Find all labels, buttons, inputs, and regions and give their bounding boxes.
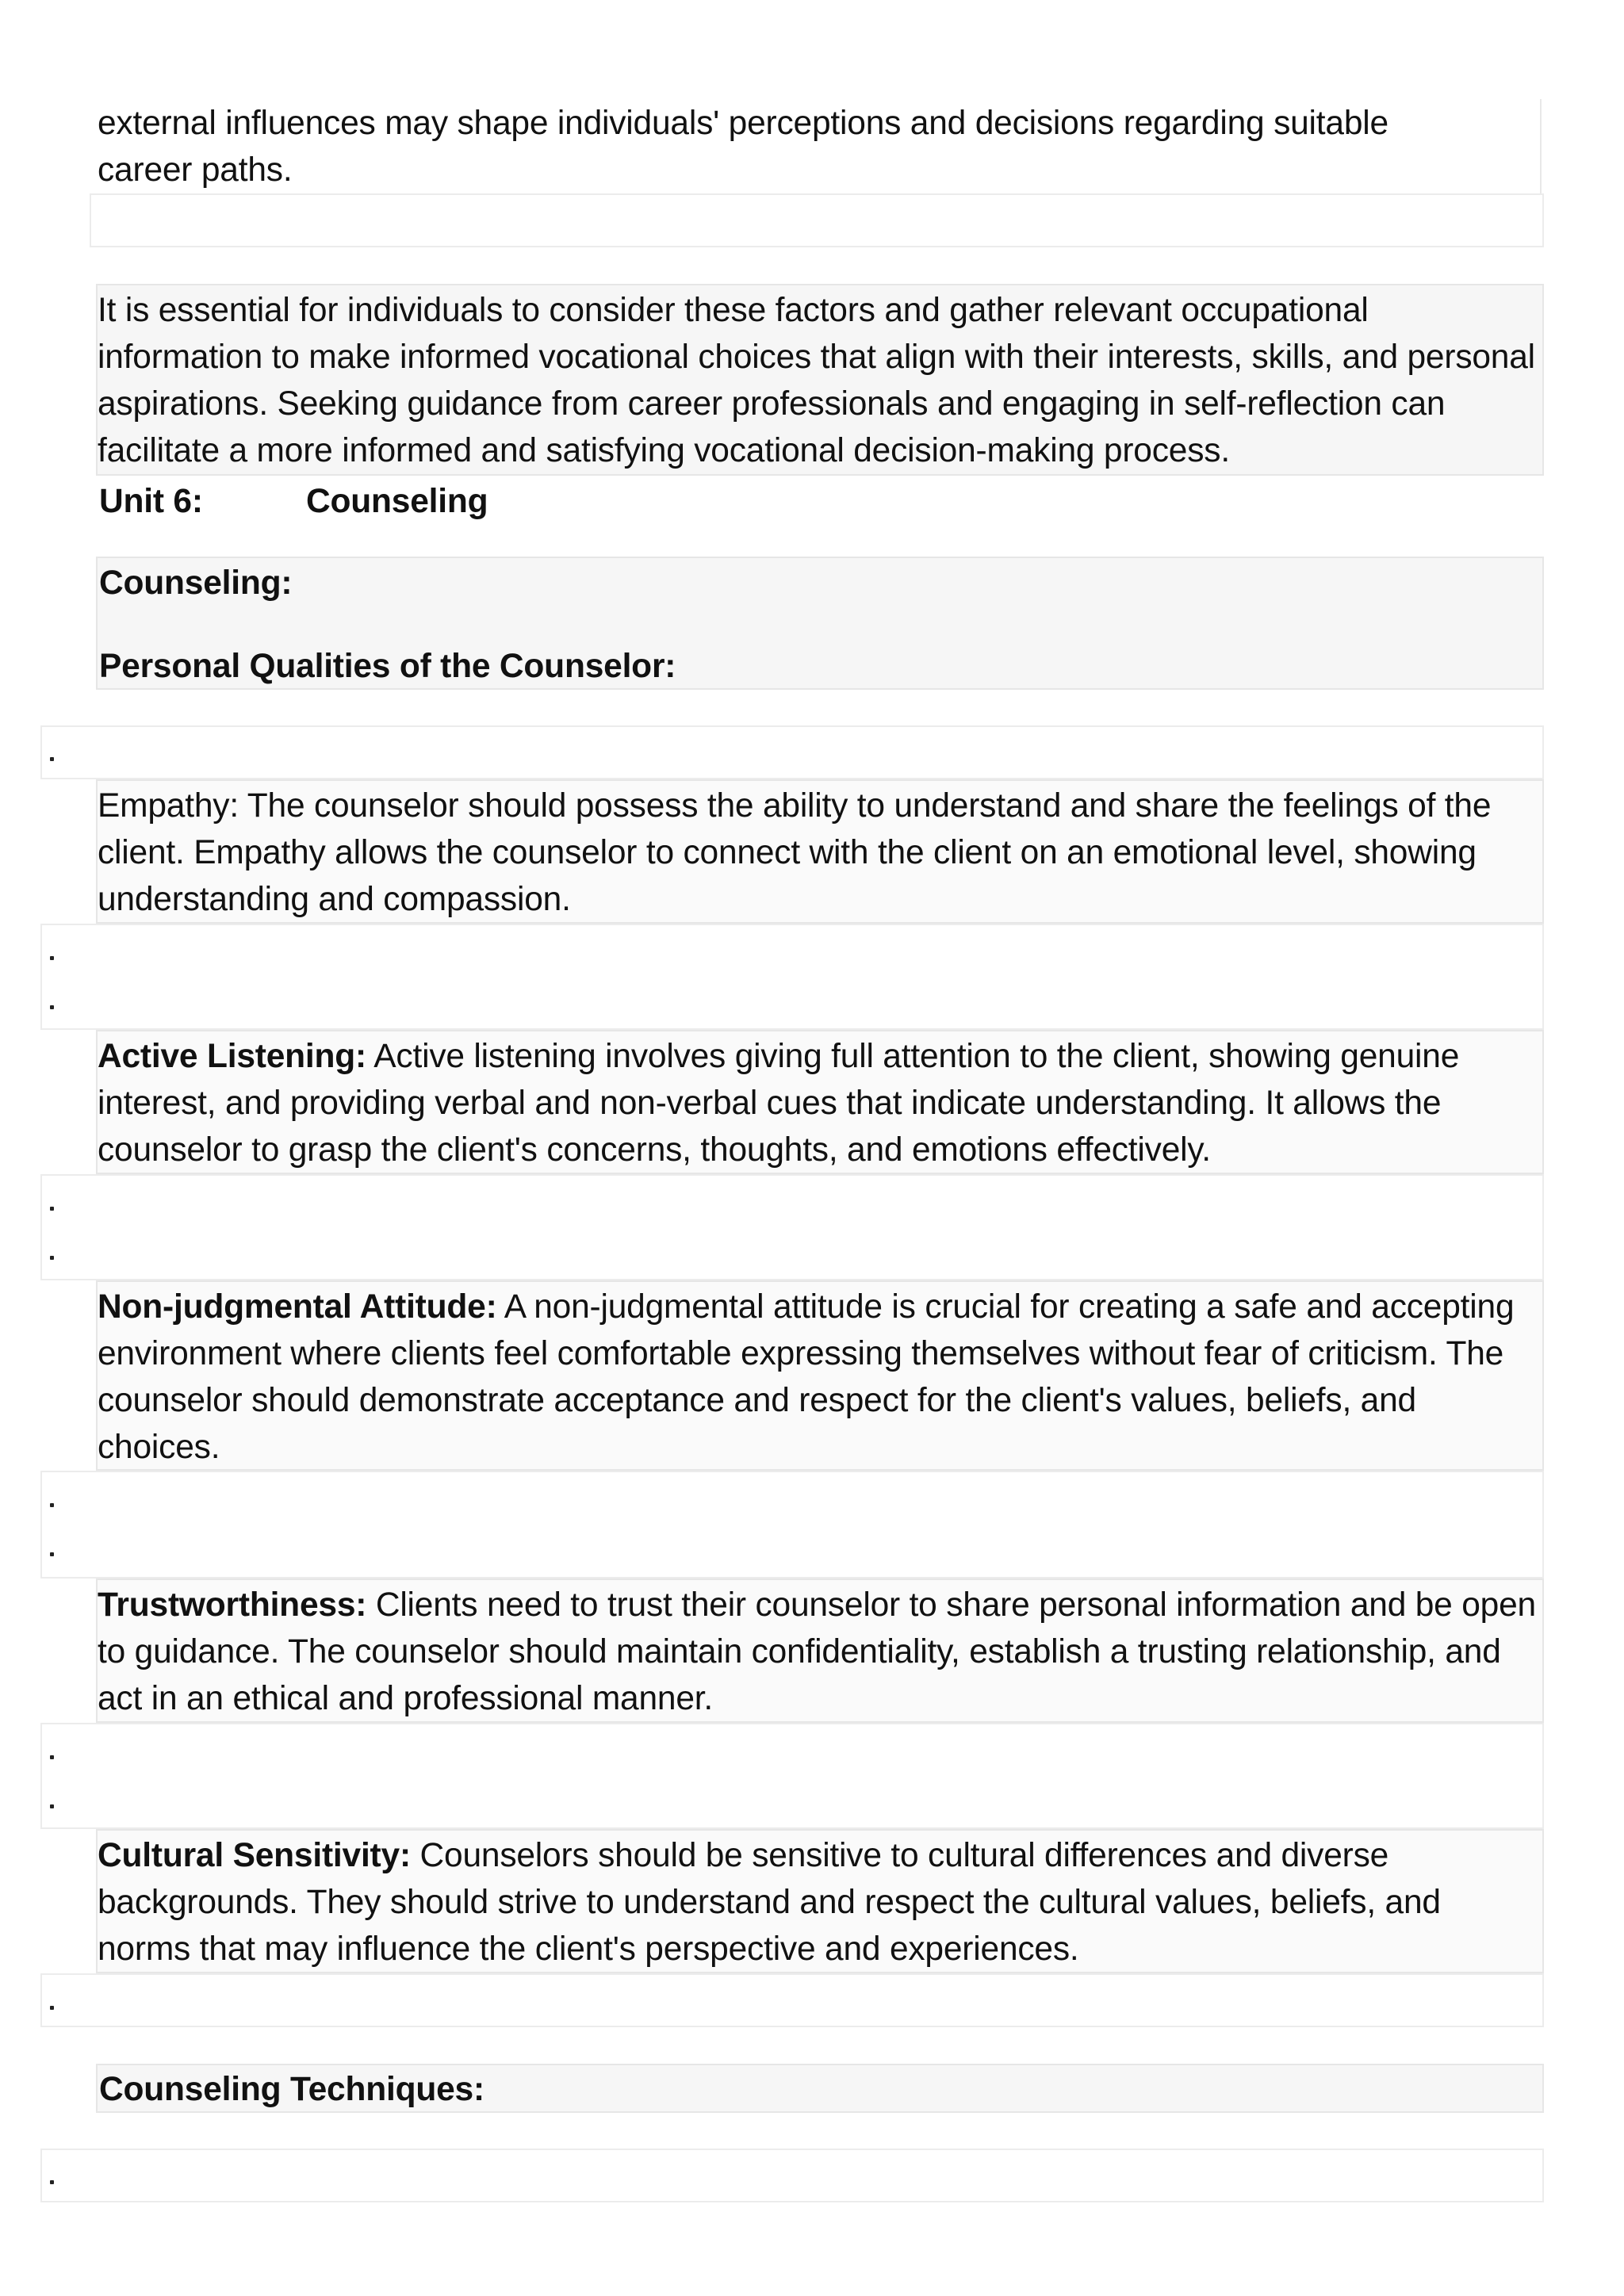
quality-text: A non-judgmental attitude is crucial for creating a safe and accepting environment where clients feel comfortable expressing themselves without fear of criticism. The counselor should demonstrate acceptance and respect for the client's values, beliefs, and choices.	[98, 1288, 1515, 1466]
bullet-box	[40, 725, 1544, 779]
bullet-box	[40, 1174, 1544, 1280]
heading-personal-qualities: Personal Qualities of the Counselor:	[99, 648, 676, 685]
bullet	[50, 1005, 56, 1012]
quality-non-judgmental	[98, 1284, 1533, 1471]
bullet-box	[40, 1973, 1544, 2027]
bullet-box	[40, 924, 1544, 1030]
bullet	[50, 2006, 56, 2012]
unit-title: Counseling	[306, 483, 488, 520]
bullet	[50, 1207, 56, 1213]
quality-term: Active Listening:	[98, 1038, 367, 1075]
paragraph-career-paths: external influences may shape individuals' perceptions and decisions regarding suitable career paths.	[98, 105, 1388, 189]
heading-counseling-techniques: Counseling Techniques:	[99, 2071, 485, 2108]
bullet	[50, 757, 56, 763]
quality-cultural-sensitivity	[98, 1832, 1525, 1973]
quality-trustworthiness	[98, 1582, 1549, 1722]
bullet	[50, 1552, 56, 1559]
quality-term: Cultural Sensitivity:	[98, 1837, 411, 1874]
bullet	[50, 1503, 56, 1510]
bullet	[50, 1804, 56, 1811]
quality-text: Counselors should be sensitive to cultural differences and diverse backgrounds. They should strive to understand and respect the cultural values, beliefs, and norms that may influence the client's perspective and experiences.	[98, 1837, 1441, 1968]
heading-counseling: Counseling:	[99, 564, 293, 602]
paragraph-essential: It is essential for individuals to consider these factors and gather relevant occupational information to make informed vocational choices that align with their interests, skills, and personal aspirations. Seeking guidance from career professionals and engaging in self-reflection can facilitate a more informed and satisfying vocational decision-making process.	[98, 292, 1535, 469]
quality-empathy	[98, 783, 1525, 923]
frame-line-left-top	[1540, 99, 1542, 194]
bullet	[50, 1755, 56, 1762]
bullet	[50, 956, 56, 962]
bullet-box	[40, 1471, 1544, 1578]
quality-term: Non-judgmental Attitude:	[98, 1288, 497, 1326]
unit-label: Unit 6:	[99, 483, 203, 520]
bullet-box	[40, 2149, 1544, 2202]
quality-term: Trustworthiness:	[98, 1586, 367, 1624]
bullet	[50, 1256, 56, 1262]
quality-text: Active listening involves giving full attention to the client, showing genuine interest, and providing verbal and non-verbal cues that indicate understanding. It allows the counselor to grasp the client's concerns, thoughts, and emotions effectively.	[98, 1038, 1460, 1169]
bullet-box	[40, 1723, 1544, 1829]
quality-active-listening	[98, 1033, 1549, 1173]
bullet	[50, 2180, 56, 2187]
empty-box-1	[90, 193, 1544, 247]
quality-text: Empathy: The counselor should possess the ability to understand and share the feelings of the client. Empathy allows the counselor to connect with the client on an emotional level, showing understanding and compassion.	[98, 787, 1492, 918]
quality-text: Clients need to trust their counselor to share personal information and be open to guidance. The counselor should maintain confidentiality, establish a trusting relationship, and act in an ethical and professional manner.	[98, 1586, 1536, 1717]
